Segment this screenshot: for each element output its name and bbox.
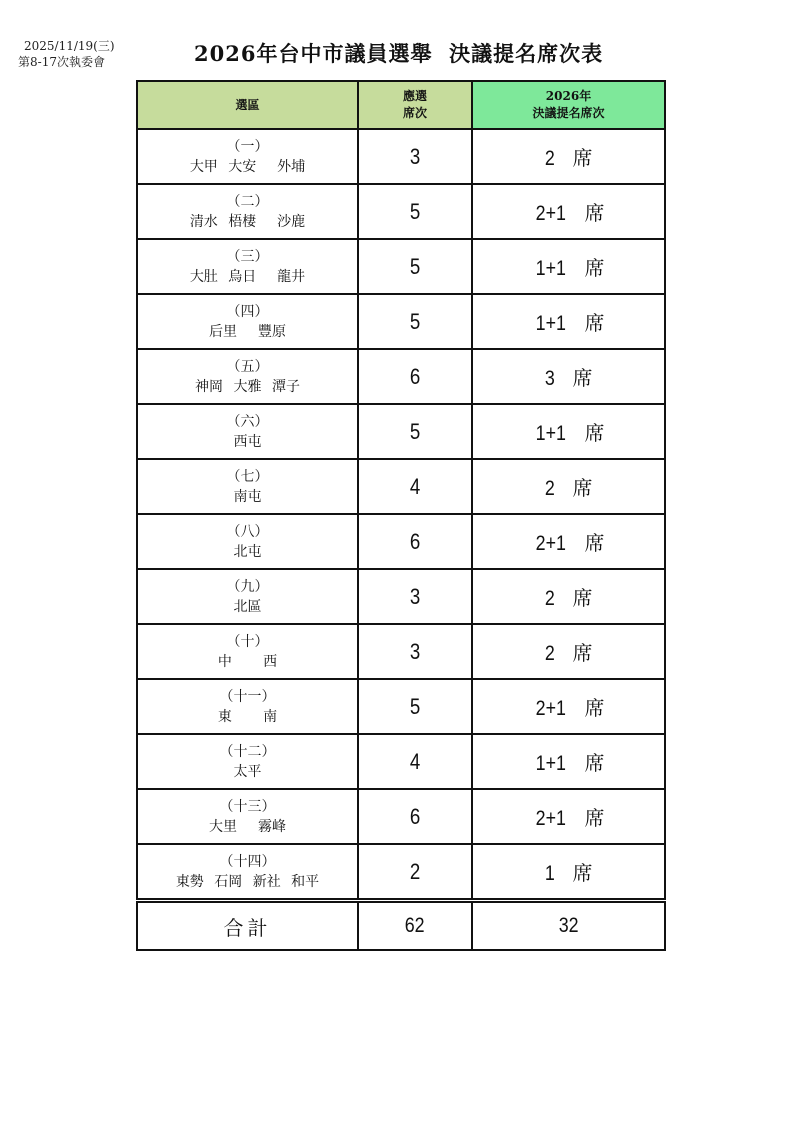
nominate-value bbox=[544, 362, 592, 391]
nominate-count: 1 bbox=[545, 862, 556, 885]
nominate-unit: 席 bbox=[584, 201, 605, 225]
total-label: 合計 bbox=[223, 915, 272, 940]
quota-cell bbox=[358, 624, 472, 679]
district-areas: 東 南 bbox=[217, 708, 278, 725]
nominate-value bbox=[533, 252, 605, 281]
district-areas: 東勢 石岡 新社 和平 bbox=[175, 873, 320, 890]
table-row bbox=[137, 459, 665, 514]
district-cell bbox=[137, 569, 358, 624]
quota-cell bbox=[358, 294, 472, 349]
quota-value: 4 bbox=[409, 748, 421, 774]
nominate-value bbox=[533, 747, 605, 776]
district-number: （六） bbox=[226, 413, 269, 430]
total-nominate-cell bbox=[472, 901, 665, 951]
total-quota: 62 bbox=[405, 914, 425, 937]
district-number: （五） bbox=[226, 358, 269, 375]
nominate-count: 2+1 bbox=[535, 697, 566, 720]
nominate-cell bbox=[472, 624, 665, 679]
district-areas: 南屯 bbox=[233, 488, 262, 505]
nominate-value bbox=[533, 417, 605, 446]
district-areas: 北屯 bbox=[233, 543, 262, 560]
quota-value: 5 bbox=[409, 693, 421, 719]
nominate-count: 1+1 bbox=[535, 752, 566, 775]
district-number: （一） bbox=[226, 138, 269, 155]
district-cell bbox=[137, 734, 358, 789]
nominate-count: 3 bbox=[545, 367, 556, 390]
nominate-value bbox=[544, 582, 592, 611]
nominate-cell bbox=[472, 404, 665, 459]
quota-cell bbox=[358, 239, 472, 294]
quota-cell bbox=[358, 844, 472, 901]
district-cell bbox=[137, 844, 358, 901]
quota-cell bbox=[358, 349, 472, 404]
district-number: （十） bbox=[226, 633, 269, 650]
nominate-cell bbox=[472, 129, 665, 184]
nominate-cell bbox=[472, 349, 665, 404]
nominate-unit: 席 bbox=[572, 366, 593, 390]
quota-cell bbox=[358, 789, 472, 844]
quota-cell bbox=[358, 459, 472, 514]
quota-value: 2 bbox=[409, 858, 421, 884]
nominate-cell bbox=[472, 734, 665, 789]
header-quota-line2: 席次 bbox=[402, 106, 427, 120]
nominate-cell bbox=[472, 679, 665, 734]
nominate-count: 2 bbox=[545, 477, 556, 500]
table-row bbox=[137, 569, 665, 624]
district-cell bbox=[137, 349, 358, 404]
quota-value: 6 bbox=[409, 803, 421, 829]
district-number: （三） bbox=[226, 248, 269, 265]
table-row bbox=[137, 349, 665, 404]
nominate-unit: 席 bbox=[584, 421, 605, 445]
nominate-unit: 席 bbox=[584, 256, 605, 280]
nominate-count: 2 bbox=[545, 147, 556, 170]
total-row bbox=[137, 901, 665, 951]
header-district bbox=[137, 81, 358, 129]
nominate-unit: 席 bbox=[572, 146, 593, 170]
district-areas: 后里 豐原 bbox=[209, 323, 286, 340]
quota-value: 5 bbox=[409, 418, 421, 444]
document-meta bbox=[18, 38, 115, 70]
meeting-date: 2025/11/19(三) bbox=[24, 39, 115, 53]
nominate-unit: 席 bbox=[584, 531, 605, 555]
quota-value: 5 bbox=[409, 198, 421, 224]
district-cell bbox=[137, 184, 358, 239]
nominate-cell bbox=[472, 294, 665, 349]
quota-value: 3 bbox=[409, 143, 421, 169]
table-row bbox=[137, 789, 665, 844]
nominate-count: 2+1 bbox=[535, 202, 566, 225]
district-areas: 北區 bbox=[233, 598, 262, 615]
nominate-unit: 席 bbox=[584, 311, 605, 335]
nominate-count: 2 bbox=[545, 642, 556, 665]
nominate-unit: 席 bbox=[572, 476, 593, 500]
nominate-count: 2 bbox=[545, 587, 556, 610]
total-label-cell bbox=[137, 901, 358, 951]
table-row bbox=[137, 514, 665, 569]
district-areas: 神岡 大雅 潭子 bbox=[195, 378, 300, 395]
nominate-value bbox=[544, 142, 592, 171]
district-cell bbox=[137, 239, 358, 294]
nominate-cell bbox=[472, 239, 665, 294]
table-row bbox=[137, 734, 665, 789]
district-cell bbox=[137, 679, 358, 734]
district-cell bbox=[137, 404, 358, 459]
district-number: （七） bbox=[226, 468, 269, 485]
total-nominate: 32 bbox=[558, 914, 579, 937]
district-number: （二） bbox=[226, 193, 269, 210]
nominate-value bbox=[544, 637, 592, 666]
header-quota-line1: 應選 bbox=[402, 89, 427, 103]
table-row bbox=[137, 184, 665, 239]
district-areas: 中 西 bbox=[217, 653, 278, 670]
district-number: （十三） bbox=[219, 798, 276, 815]
quota-value: 5 bbox=[409, 253, 421, 279]
header-nominate bbox=[472, 81, 665, 129]
district-number: （四） bbox=[226, 303, 269, 320]
nominate-unit: 席 bbox=[584, 751, 605, 775]
nominate-unit: 席 bbox=[584, 806, 605, 830]
nominate-value bbox=[533, 692, 605, 721]
district-areas: 大里 霧峰 bbox=[209, 818, 286, 835]
district-cell bbox=[137, 789, 358, 844]
district-cell bbox=[137, 624, 358, 679]
district-number: （八） bbox=[226, 523, 269, 540]
quota-value: 6 bbox=[409, 528, 421, 554]
quota-cell bbox=[358, 679, 472, 734]
quota-cell bbox=[358, 734, 472, 789]
district-areas: 清水 梧棲 沙鹿 bbox=[189, 213, 306, 230]
nominate-cell bbox=[472, 184, 665, 239]
total-quota-cell bbox=[358, 901, 472, 951]
nominate-value bbox=[544, 857, 592, 886]
district-cell bbox=[137, 294, 358, 349]
district-number: （十四） bbox=[219, 853, 276, 870]
quota-value: 3 bbox=[409, 638, 421, 664]
nominate-cell bbox=[472, 789, 665, 844]
nominate-count: 1+1 bbox=[535, 257, 566, 280]
district-areas: 大甲 大安 外埔 bbox=[189, 158, 306, 175]
header-quota bbox=[358, 81, 472, 129]
quota-value: 4 bbox=[409, 473, 421, 499]
nominate-unit: 席 bbox=[572, 641, 593, 665]
table-row bbox=[137, 129, 665, 184]
nominate-count: 1+1 bbox=[535, 422, 566, 445]
table-row bbox=[137, 624, 665, 679]
quota-cell bbox=[358, 514, 472, 569]
nominate-value bbox=[533, 802, 605, 831]
table-header-row bbox=[137, 81, 665, 129]
district-cell bbox=[137, 129, 358, 184]
nominate-cell bbox=[472, 844, 665, 901]
nominate-count: 2+1 bbox=[535, 807, 566, 830]
table-row bbox=[137, 404, 665, 459]
table-row bbox=[137, 239, 665, 294]
quota-cell bbox=[358, 129, 472, 184]
nominate-value bbox=[533, 527, 605, 556]
quota-value: 6 bbox=[409, 363, 421, 389]
district-areas: 大肚 烏日 龍井 bbox=[189, 268, 306, 285]
district-cell bbox=[137, 459, 358, 514]
nominate-value bbox=[533, 197, 605, 226]
header-nominate-line1: 2026年 bbox=[545, 89, 592, 103]
nominate-cell bbox=[472, 459, 665, 514]
nominate-value bbox=[544, 472, 592, 501]
district-areas: 太平 bbox=[233, 763, 262, 780]
table-row bbox=[137, 844, 665, 901]
nominate-cell bbox=[472, 514, 665, 569]
quota-cell bbox=[358, 184, 472, 239]
district-cell bbox=[137, 514, 358, 569]
quota-value: 5 bbox=[409, 308, 421, 334]
nominate-unit: 席 bbox=[584, 696, 605, 720]
nominate-cell bbox=[472, 569, 665, 624]
table-row bbox=[137, 679, 665, 734]
quota-cell bbox=[358, 569, 472, 624]
quota-cell bbox=[358, 404, 472, 459]
nomination-seats-table bbox=[136, 80, 666, 951]
page-title: 2026年台中市議員選舉 決議提名席次表 bbox=[194, 41, 604, 66]
nominate-value bbox=[533, 307, 605, 336]
nominate-unit: 席 bbox=[572, 861, 593, 885]
nominate-count: 1+1 bbox=[535, 312, 566, 335]
meeting-session: 第8-17次執委會 bbox=[18, 55, 105, 69]
district-number: （十二） bbox=[219, 743, 276, 760]
nominate-unit: 席 bbox=[572, 586, 593, 610]
nominate-count: 2+1 bbox=[535, 532, 566, 555]
district-areas: 西屯 bbox=[233, 433, 262, 450]
header-district-label: 選區 bbox=[235, 97, 260, 112]
quota-value: 3 bbox=[409, 583, 421, 609]
table-row bbox=[137, 294, 665, 349]
district-number: （十一） bbox=[219, 688, 276, 705]
header-nominate-line2: 決議提名席次 bbox=[532, 106, 605, 120]
district-number: （九） bbox=[226, 578, 269, 595]
